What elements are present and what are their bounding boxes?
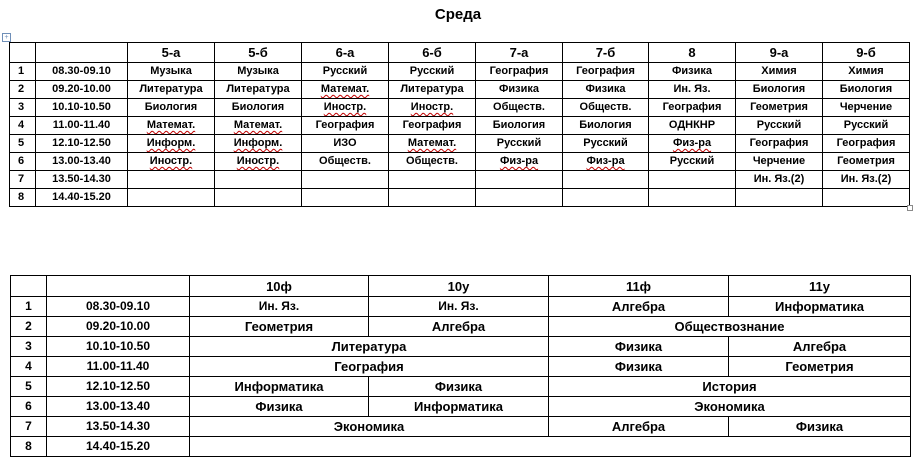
lesson-number: 2 (11, 317, 47, 337)
subject-cell (736, 189, 823, 207)
table-header-row (10, 43, 910, 63)
lesson-number: 4 (10, 117, 36, 135)
lesson-time: 11.00-11.40 (47, 357, 190, 377)
header-cell: 11ф (549, 276, 729, 297)
table-resize-handle[interactable] (907, 205, 913, 211)
subject-cell: Русский (563, 135, 649, 153)
subject-cell: Математ. (389, 135, 476, 153)
subject-cell (389, 189, 476, 207)
subject-cell: Черчение (736, 153, 823, 171)
header-cell: 10у (369, 276, 549, 297)
table-row (11, 417, 911, 437)
subject-cell (649, 189, 736, 207)
subject-cell: Физика (563, 81, 649, 99)
schedule-table-grades-10-11 (10, 275, 911, 457)
subject-cell: Физ-ра (563, 153, 649, 171)
subject-cell: Русский (476, 135, 563, 153)
subject-cell: Информатика (190, 377, 369, 397)
header-cell (10, 43, 36, 63)
subject-cell: Математ. (128, 117, 215, 135)
subject-cell: Информ. (128, 135, 215, 153)
table-row (10, 63, 910, 81)
table-row (11, 397, 911, 417)
subject-cell: Литература (215, 81, 302, 99)
subject-cell: Физ-ра (476, 153, 563, 171)
subject-cell: Алгебра (549, 417, 729, 437)
subject-cell (476, 171, 563, 189)
subject-cell (389, 171, 476, 189)
subject-cell: Биология (823, 81, 910, 99)
subject-cell: География (649, 99, 736, 117)
table-row (11, 437, 911, 457)
subject-cell: География (823, 135, 910, 153)
subject-cell: Физика (729, 417, 911, 437)
subject-cell: География (302, 117, 389, 135)
table-header-row (11, 276, 911, 297)
lesson-number: 1 (11, 297, 47, 317)
lesson-number: 4 (11, 357, 47, 377)
table-row (10, 171, 910, 189)
table-row (11, 317, 911, 337)
subject-cell: Геометрия (190, 317, 369, 337)
subject-cell-merged: Экономика (549, 397, 911, 417)
subject-cell: Обществ. (302, 153, 389, 171)
subject-cell-merged (190, 437, 911, 457)
table-row (10, 117, 910, 135)
subject-cell: Иностр. (215, 153, 302, 171)
lesson-time: 11.00-11.40 (36, 117, 128, 135)
lesson-time: 10.10-10.50 (47, 337, 190, 357)
table-row (11, 377, 911, 397)
table-move-handle-icon[interactable]: + (2, 33, 11, 42)
subject-cell: Биология (736, 81, 823, 99)
subject-cell: Русский (823, 117, 910, 135)
subject-cell-merged: Литература (190, 337, 549, 357)
subject-cell-merged: Обществознание (549, 317, 911, 337)
subject-cell: Ин. Яз. (190, 297, 369, 317)
subject-cell: География (563, 63, 649, 81)
header-cell: 9-б (823, 43, 910, 63)
page-title: Среда (434, 6, 482, 23)
lesson-number: 3 (11, 337, 47, 357)
lesson-time: 09.20-10.00 (47, 317, 190, 337)
subject-cell: Химия (736, 63, 823, 81)
lesson-time: 12.10-12.50 (36, 135, 128, 153)
header-cell (11, 276, 47, 297)
lesson-time: 10.10-10.50 (36, 99, 128, 117)
subject-cell: Физ-ра (649, 135, 736, 153)
subject-cell (563, 189, 649, 207)
header-cell (47, 276, 190, 297)
header-cell: 8 (649, 43, 736, 63)
subject-cell: Физика (549, 357, 729, 377)
subject-cell: Музыка (215, 63, 302, 81)
subject-cell: Ин. Яз.(2) (823, 171, 910, 189)
subject-cell: Ин. Яз. (369, 297, 549, 317)
table-row (10, 81, 910, 99)
header-cell: 7-а (476, 43, 563, 63)
lesson-time: 08.30-09.10 (47, 297, 190, 317)
subject-cell: Информ. (215, 135, 302, 153)
lesson-number: 7 (10, 171, 36, 189)
table-row (10, 189, 910, 207)
subject-cell: Алгебра (549, 297, 729, 317)
lesson-time: 14.40-15.20 (47, 437, 190, 457)
lesson-number: 2 (10, 81, 36, 99)
table-row (10, 135, 910, 153)
subject-cell: География (736, 135, 823, 153)
subject-cell-merged: История (549, 377, 911, 397)
subject-cell: Геометрия (823, 153, 910, 171)
header-cell: 9-а (736, 43, 823, 63)
subject-cell: Биология (128, 99, 215, 117)
schedule-table-grades-5-9 (9, 42, 910, 207)
lesson-number: 5 (11, 377, 47, 397)
subject-cell: Физика (369, 377, 549, 397)
subject-cell: Алгебра (729, 337, 911, 357)
subject-cell: Биология (563, 117, 649, 135)
subject-cell: Ин. Яз. (649, 81, 736, 99)
lesson-time: 09.20-10.00 (36, 81, 128, 99)
lesson-time: 13.50-14.30 (36, 171, 128, 189)
subject-cell (128, 171, 215, 189)
header-cell: 5-а (128, 43, 215, 63)
subject-cell (128, 189, 215, 207)
header-cell: 5-б (215, 43, 302, 63)
lesson-number: 6 (10, 153, 36, 171)
lesson-number: 5 (10, 135, 36, 153)
subject-cell: География (389, 117, 476, 135)
header-cell: 11у (729, 276, 911, 297)
subject-cell: Физика (549, 337, 729, 357)
lesson-number: 6 (11, 397, 47, 417)
header-cell: 7-б (563, 43, 649, 63)
lesson-time: 08.30-09.10 (36, 63, 128, 81)
subject-cell: Биология (215, 99, 302, 117)
header-cell: 10ф (190, 276, 369, 297)
subject-cell (823, 189, 910, 207)
lesson-number: 8 (11, 437, 47, 457)
lesson-number: 3 (10, 99, 36, 117)
subject-cell: Физика (649, 63, 736, 81)
subject-cell: Иностр. (128, 153, 215, 171)
lesson-time: 13.00-13.40 (36, 153, 128, 171)
lesson-number: 7 (11, 417, 47, 437)
subject-cell: Информатика (369, 397, 549, 417)
subject-cell: Иностр. (302, 99, 389, 117)
subject-cell: Обществ. (476, 99, 563, 117)
table-row (11, 357, 911, 377)
subject-cell: Химия (823, 63, 910, 81)
header-cell: 6-б (389, 43, 476, 63)
subject-cell: Русский (736, 117, 823, 135)
table-row (10, 153, 910, 171)
table-row (10, 99, 910, 117)
lesson-number: 1 (10, 63, 36, 81)
subject-cell: Русский (649, 153, 736, 171)
subject-cell (302, 171, 389, 189)
subject-cell: ИЗО (302, 135, 389, 153)
lesson-time: 13.00-13.40 (47, 397, 190, 417)
lesson-time: 14.40-15.20 (36, 189, 128, 207)
subject-cell: Физика (190, 397, 369, 417)
subject-cell: Геометрия (729, 357, 911, 377)
subject-cell: Обществ. (563, 99, 649, 117)
subject-cell: Физика (476, 81, 563, 99)
subject-cell (649, 171, 736, 189)
subject-cell (215, 171, 302, 189)
subject-cell: Литература (389, 81, 476, 99)
subject-cell: Биология (476, 117, 563, 135)
lesson-time: 13.50-14.30 (47, 417, 190, 437)
subject-cell: Математ. (302, 81, 389, 99)
subject-cell (476, 189, 563, 207)
subject-cell-merged: Экономика (190, 417, 549, 437)
subject-cell: Математ. (215, 117, 302, 135)
table-row (11, 297, 911, 317)
table-row (11, 337, 911, 357)
subject-cell: Алгебра (369, 317, 549, 337)
lesson-time: 12.10-12.50 (47, 377, 190, 397)
header-cell (36, 43, 128, 63)
lesson-number: 8 (10, 189, 36, 207)
subject-cell: Русский (389, 63, 476, 81)
subject-cell (563, 171, 649, 189)
subject-cell: Литература (128, 81, 215, 99)
subject-cell: Русский (302, 63, 389, 81)
subject-cell (215, 189, 302, 207)
subject-cell: Геометрия (736, 99, 823, 117)
subject-cell (302, 189, 389, 207)
subject-cell: География (476, 63, 563, 81)
subject-cell: Обществ. (389, 153, 476, 171)
subject-cell: Иностр. (389, 99, 476, 117)
subject-cell-merged: География (190, 357, 549, 377)
subject-cell: ОДНКНР (649, 117, 736, 135)
subject-cell: Ин. Яз.(2) (736, 171, 823, 189)
subject-cell: Музыка (128, 63, 215, 81)
subject-cell: Черчение (823, 99, 910, 117)
subject-cell: Информатика (729, 297, 911, 317)
header-cell: 6-а (302, 43, 389, 63)
